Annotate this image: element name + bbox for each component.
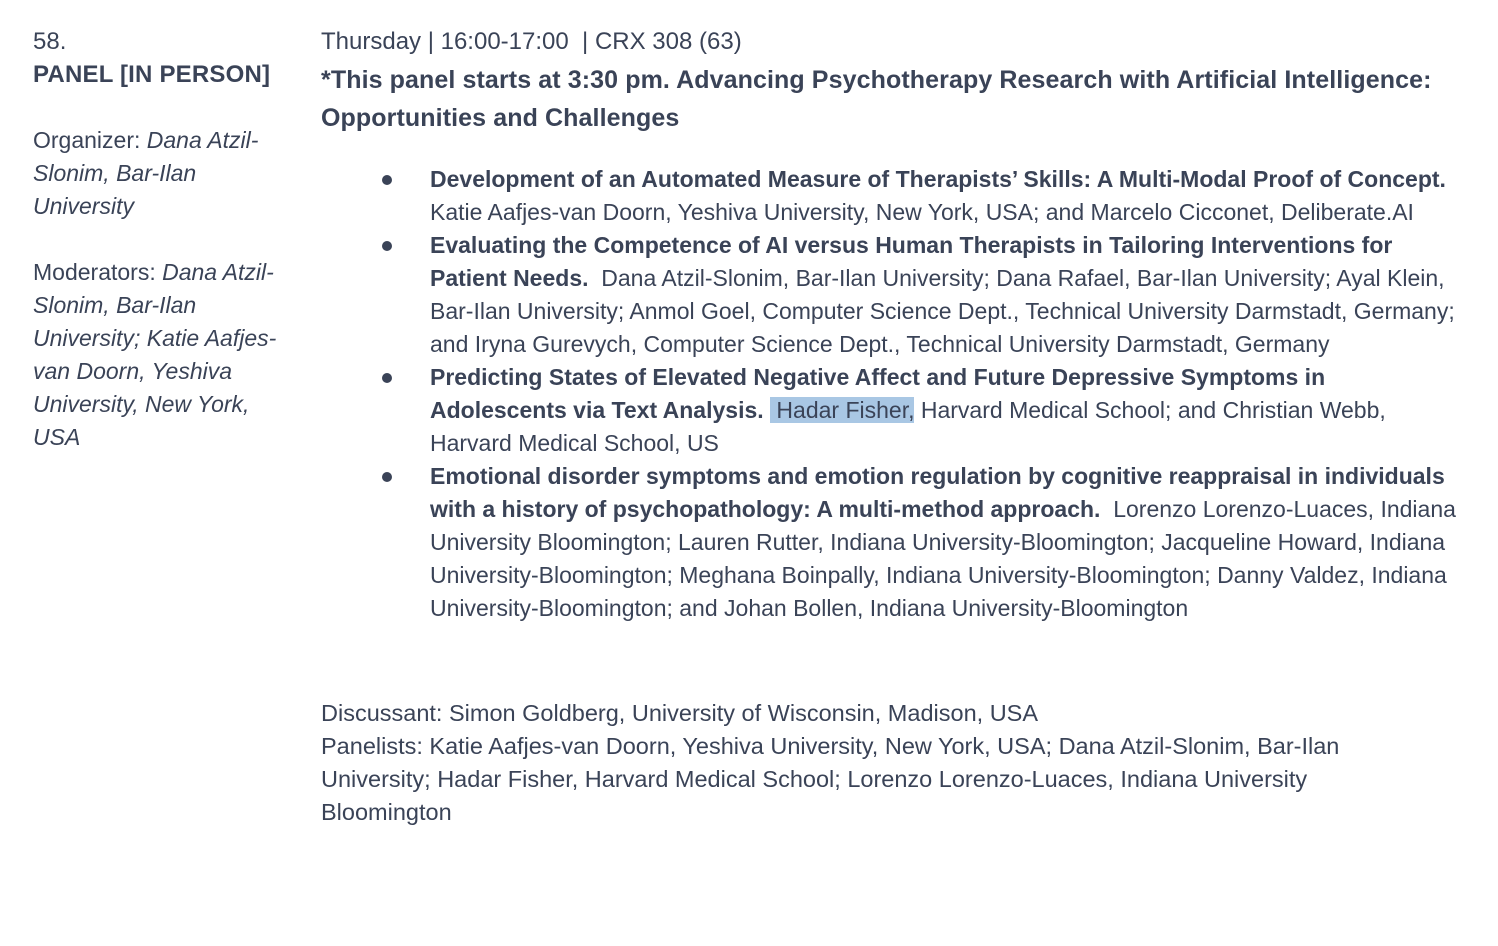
talk-item — [321, 460, 1463, 625]
moderator-names: Dana Atzil-Slonim, Bar-Ilan University; Katie Aafjes-van Doorn, Yeshiva University, New York, USA — [33, 259, 277, 450]
organizer-label: Organizer: — [33, 127, 147, 153]
talk-title: Development of an Automated Measure of Therapists’ Skills: A Multi-Modal Proof of Concept. — [430, 166, 1446, 192]
organizer-line — [33, 124, 293, 223]
session-title: *This panel starts at 3:30 pm. Advancing Psychotherapy Research with Artificial Intelligence: Opportunities and Challenges — [321, 66, 1432, 132]
panel-meta-column — [33, 25, 293, 454]
talk-authors: Harvard Medical School; and Christian Webb, Harvard Medical School, US — [430, 397, 1393, 456]
closing-block — [321, 697, 1426, 829]
talk-authors: Dana Atzil-Slonim, Bar-Ilan University; Dana Rafael, Bar-Ilan University; Ayal Klein, Bar-Ilan University; Anmol Goel, Computer Science Dept., Technical University Darmstadt, Germany; and Iryna Gurevych, Computer Science Dept., Technical University Darmstadt, Germany — [430, 265, 1462, 357]
session-schedule: Thursday | 16:00-17:00 | CRX 308 (63) — [321, 28, 742, 55]
talk-item — [321, 361, 1463, 460]
panel-type-label: PANEL [IN PERSON] — [33, 61, 271, 88]
bullet-icon — [382, 472, 392, 482]
bullet-icon — [382, 175, 392, 185]
highlighted-author-name: Hadar Fisher, — [770, 397, 915, 423]
talk-title: Predicting States of Elevated Negative Affect and Future Depressive Symptoms in Adolescents via Text Analysis. — [430, 364, 1331, 423]
talk-item — [321, 163, 1463, 229]
bullet-icon — [382, 241, 392, 251]
moderators-line — [33, 256, 293, 454]
talk-entry — [430, 163, 1463, 229]
talk-entry — [430, 229, 1463, 361]
talk-title: Emotional disorder symptoms and emotion regulation by cognitive reappraisal in individuals with a history of psychopathology: A multi-method approach. — [430, 463, 1452, 522]
panel-number: 58. — [33, 28, 67, 55]
talk-authors: Katie Aafjes-van Doorn, Yeshiva University, New York, USA; and Marcelo Cicconet, Deliberate.AI — [430, 166, 1459, 225]
talk-entry — [430, 460, 1463, 625]
talk-entry — [430, 361, 1463, 460]
discussant-line: Discussant: Simon Goldberg, University of Wisconsin, Madison, USA — [321, 700, 1039, 726]
moderators-label: Moderators: — [33, 259, 163, 285]
session-details-column — [321, 25, 1463, 829]
talk-item — [321, 229, 1463, 361]
panelists-line: Panelists: Katie Aafjes-van Doorn, Yeshiva University, New York, USA; Dana Atzil-Slonim, Bar-Ilan University; Hadar Fisher, Harvard Medical School; Lorenzo Lorenzo-Luaces, Indiana University Bloomington — [321, 733, 1346, 825]
bullet-icon — [382, 373, 392, 383]
talk-authors: Lorenzo Lorenzo-Luaces, Indiana University Bloomington; Lauren Rutter, Indiana University-Bloomington; Jacqueline Howard, Indiana University-Bloomington; Meghana Boinpally, Indiana University-Bloomington; Danny Valdez, Indiana University-Bloomington; and Johan Bollen, Indiana University-Bloomington — [430, 496, 1463, 621]
organizer-names: Dana Atzil-Slonim, Bar-Ilan University — [33, 127, 259, 219]
talk-title: Evaluating the Competence of AI versus Human Therapists in Tailoring Interventions for Patient Needs. — [430, 232, 1399, 291]
talk-list — [321, 163, 1463, 625]
